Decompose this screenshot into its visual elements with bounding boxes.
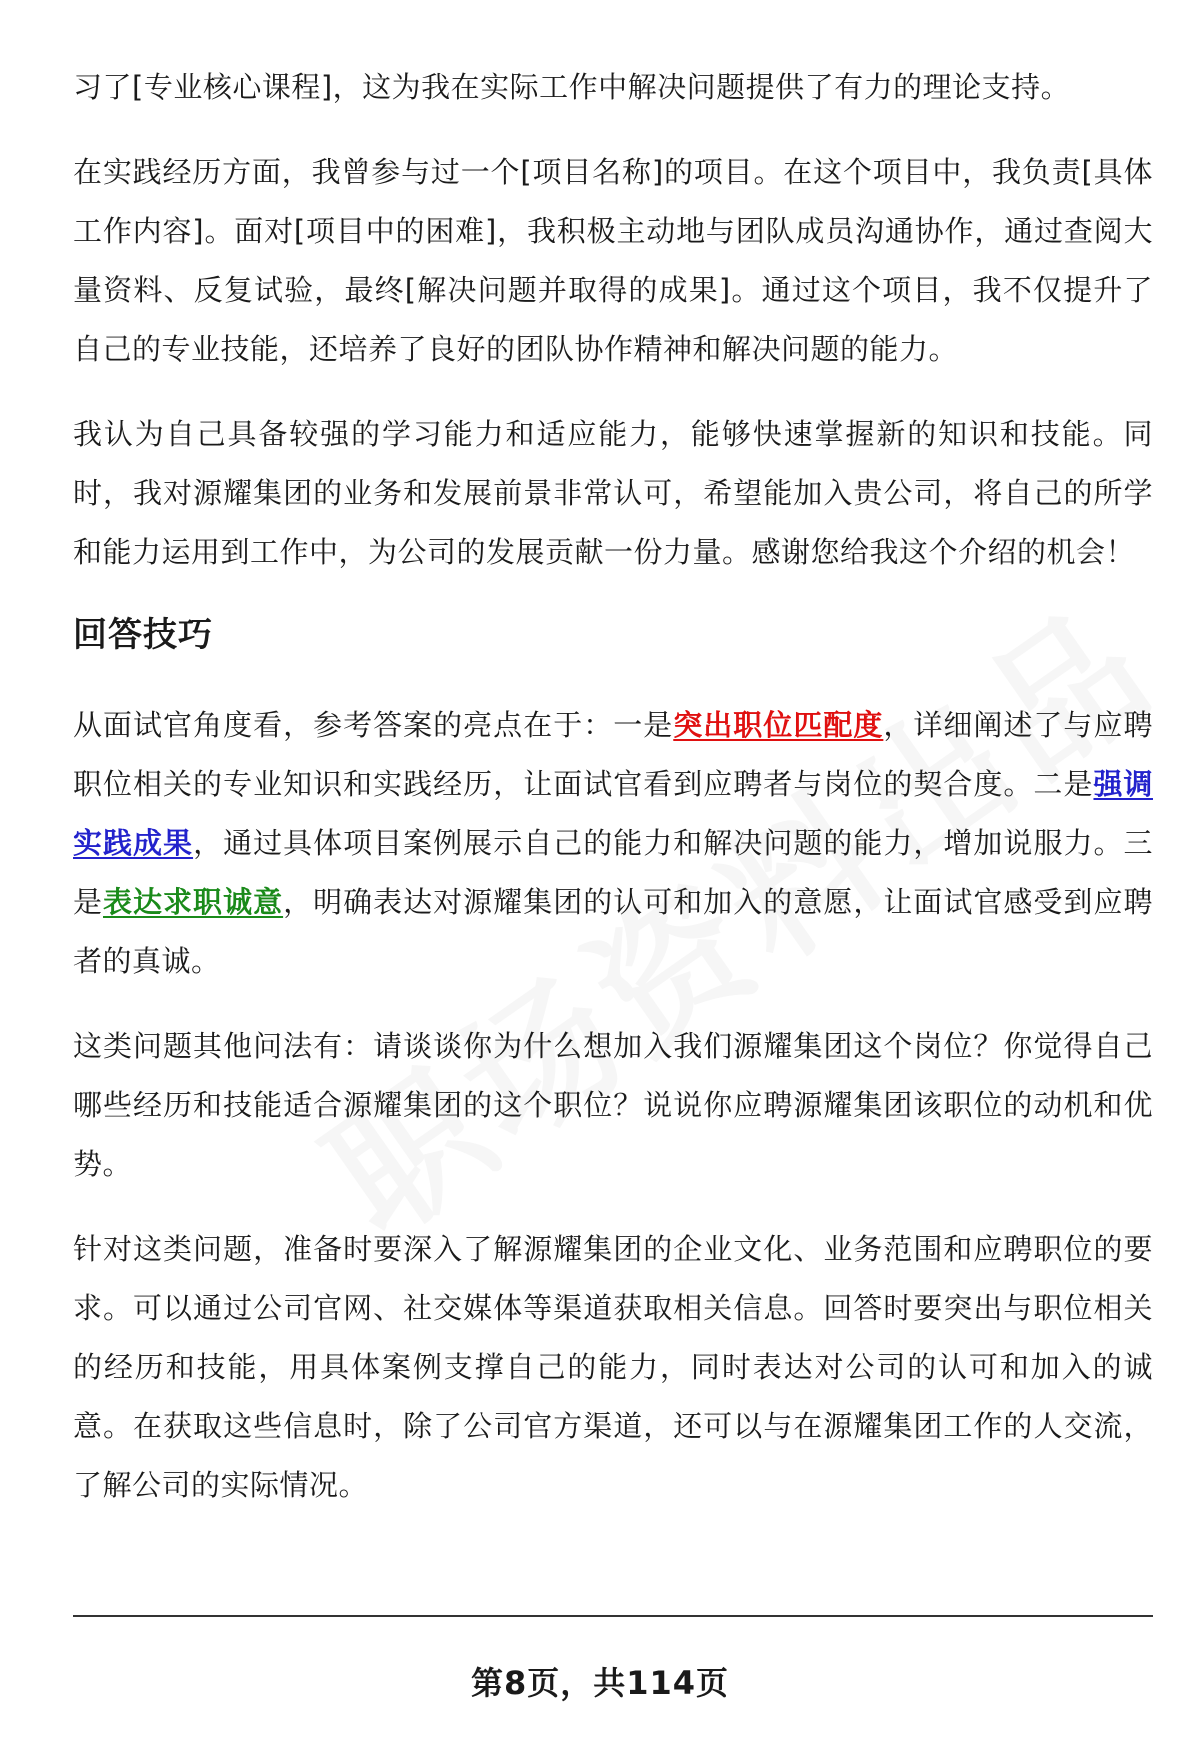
highlight-position-match: 突出职位匹配度: [673, 708, 884, 742]
document-body: [73, 58, 1153, 1541]
paragraph-preparation: 针对这类问题，准备时要深入了解源耀集团的企业文化、业务范围和应聘职位的要求。可以通过公司官网、社交媒体等渠道获取相关信息。回答时要突出与职位相关的经历和技能，用具体案例支撑自己的能力，同时表达对公司的认可和加入的诚意。在获取这些信息时，除了公司官方渠道，还可以与在源耀集团工作的人交流，了解公司的实际情况。: [73, 1232, 1153, 1502]
section-heading-answer-tips: 回答技巧: [73, 615, 213, 655]
tips-text-2: ，通过具体项目案例展示自己的能力和解决问题的能力，增加说服力。三是: [73, 826, 1153, 919]
tips-intro-text: 从面试官角度看，参考答案的亮点在于：一是: [73, 708, 674, 742]
paragraph-other-questions: 这类问题其他问法有：请谈谈你为什么想加入我们源耀集团这个岗位？你觉得自己哪些经历和技能适合源耀集团的这个职位？说说你应聘源耀集团该职位的动机和优势。: [73, 1029, 1153, 1181]
paragraph-course-support: 习了[专业核心课程]，这为我在实际工作中解决问题提供了有力的理论支持。: [73, 70, 1071, 104]
paragraph-interviewer-view: [73, 696, 1153, 991]
paragraph-project-experience: 在实践经历方面，我曾参与过一个[项目名称]的项目。在这个项目中，我负责[具体工作内容]。面对[项目中的困难]，我积极主动地与团队成员沟通协作，通过查阅大量资料、反复试验，最终[解决问题并取得的成果]。通过这个项目，我不仅提升了自己的专业技能，还培养了良好的团队协作精神和解决问题的能力。: [73, 155, 1153, 366]
paragraph-abilities-closing: 我认为自己具备较强的学习能力和适应能力，能够快速掌握新的知识和技能。同时，我对源耀集团的业务和发展前景非常认可，希望能加入贵公司，将自己的所学和能力运用到工作中，为公司的发展贡献一份力量。感谢您给我这个介绍的机会！: [73, 417, 1153, 569]
page-number: 第8页，共114页: [470, 1664, 730, 1702]
highlight-sincerity: 表达求职诚意: [103, 885, 284, 919]
tips-text-1: ，详细阐述了与应聘职位相关的专业知识和实践经历，让面试官看到应聘者与岗位的契合度。二是: [73, 708, 1153, 801]
highlight-practice-results: 强调实践成果: [73, 767, 1153, 860]
tips-text-3: ，明确表达对源耀集团的认可和加入的意愿，让面试官感受到应聘者的真诚。: [73, 885, 1153, 978]
footer-divider: [73, 1615, 1153, 1617]
